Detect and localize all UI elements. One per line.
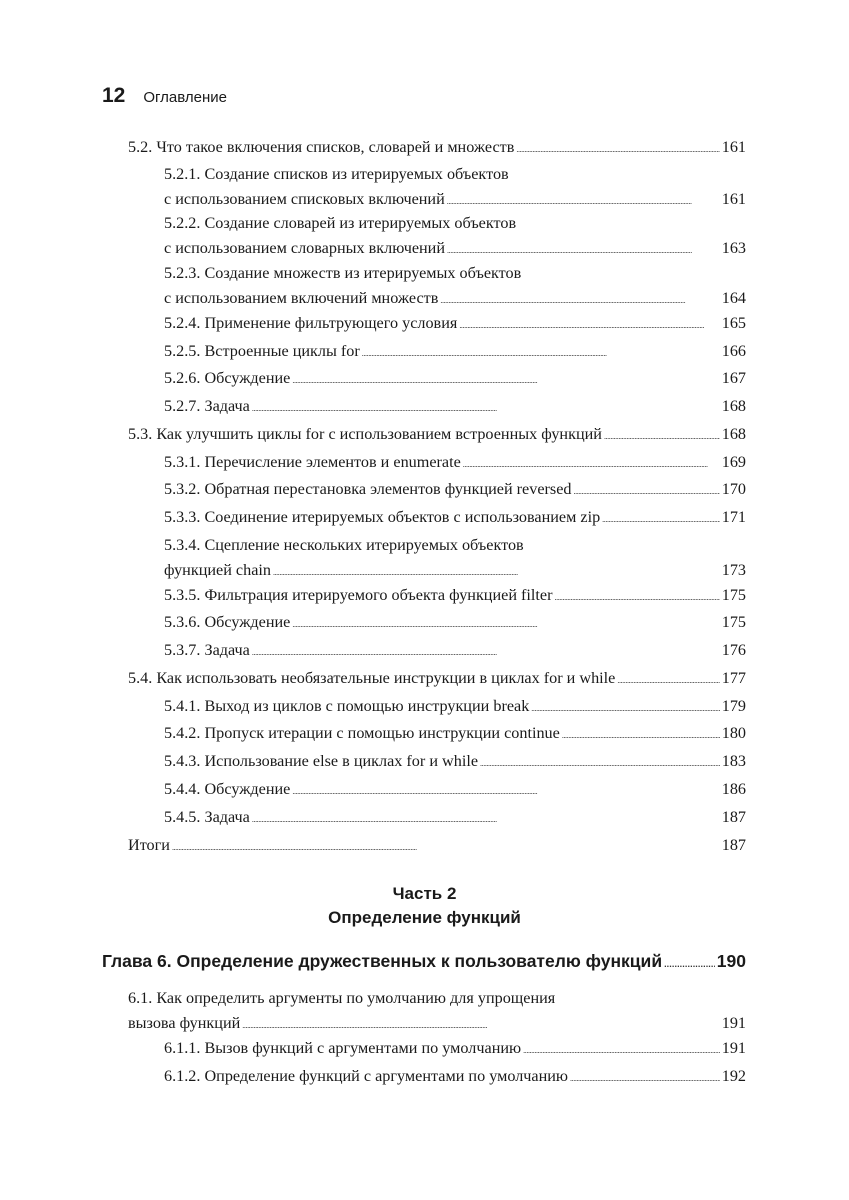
toc-entry[interactable] (164, 261, 746, 313)
toc-entry-title: 6.1.2. Определение функций с аргументами по умолчанию (164, 1067, 569, 1085)
leader-dots (574, 477, 720, 505)
toc-entry[interactable] (164, 533, 746, 585)
toc-chapter-heading[interactable] (102, 951, 746, 972)
toc-entry[interactable] (164, 694, 746, 722)
toc-entry[interactable] (164, 610, 746, 638)
toc-entry-title: функцией chain (164, 560, 271, 579)
leader-dots (362, 339, 720, 367)
part-title: Определение функций (328, 908, 521, 927)
leader-dots (252, 638, 720, 666)
toc-entry-page: 191 (721, 1039, 746, 1057)
leader-dots (252, 805, 720, 833)
page-header (102, 84, 227, 108)
toc-entry[interactable] (164, 583, 746, 611)
toc-entry-title: 5.3.2. Обратная перестановка элементов функцией reversed (164, 480, 572, 498)
toc-entry[interactable] (164, 394, 746, 422)
toc-entry-page: 175 (721, 613, 746, 631)
toc-entry-title: 5.2.6. Обсуждение (164, 369, 291, 387)
leader-dots (447, 236, 720, 264)
toc-entry-title: 5.4.5. Задача (164, 808, 250, 826)
toc-entry-title: 5.3.4. Сцепление нескольких итерируемых объектов (164, 536, 524, 554)
toc-entry-page: 186 (721, 780, 746, 798)
leader-dots (664, 951, 715, 972)
toc-entry-page: 168 (721, 397, 746, 415)
leader-dots (172, 833, 720, 861)
toc-entry-title: 5.2.4. Применение фильтрующего условия (164, 314, 458, 332)
toc-entry-title: 5.3.6. Обсуждение (164, 613, 291, 631)
leader-dots (617, 666, 719, 694)
leader-dots (292, 610, 719, 638)
toc-entry-page: 176 (721, 641, 746, 659)
leader-dots (273, 558, 720, 586)
part-label: Часть 2 (392, 884, 457, 903)
running-head: Оглавление (143, 89, 227, 106)
leader-dots (292, 777, 719, 805)
leader-dots (602, 505, 720, 533)
toc-entry[interactable] (128, 135, 746, 163)
toc-entry-title: 5.3.7. Задача (164, 641, 250, 659)
toc-entry-title: 5.2.1. Создание списков из итерируемых объектов (164, 165, 509, 183)
toc-entry[interactable] (164, 339, 746, 367)
toc-entry-title: 5.3.3. Соединение итерируемых объектов с использованием zip (164, 508, 601, 526)
toc-entry-title: вызова функций (128, 1013, 241, 1032)
leader-dots (523, 1036, 720, 1064)
toc-entry-page: 180 (721, 724, 746, 742)
toc-entry[interactable] (164, 505, 746, 533)
toc-entry-title: 6.1.1. Вызов функций с аргументами по умолчанию (164, 1039, 522, 1057)
toc-entry-page: 166 (721, 342, 746, 360)
toc-entry-title: 5.3.5. Фильтрация итерируемого объекта функцией filter (164, 586, 553, 604)
toc-entry-page: 187 (721, 808, 746, 826)
leader-dots (516, 135, 719, 163)
toc-entry-page: 169 (721, 453, 746, 471)
toc-entry[interactable] (164, 749, 746, 777)
toc-entry-title: с использованием списковых включений (164, 189, 445, 208)
toc-entry-page: 161 (721, 189, 746, 208)
toc-entry-page: 165 (721, 314, 746, 332)
leader-dots (242, 1011, 719, 1039)
toc-entry-title: 5.2.7. Задача (164, 397, 250, 415)
toc-entry-title: 5.3.1. Перечисление элементов и enumerate (164, 453, 461, 471)
toc-entry-page: 171 (721, 508, 746, 526)
toc-entry-title: 5.2. Что такое включения списков, словарей и множеств (128, 138, 515, 156)
toc-entry-title: 5.2.2. Создание словарей из итерируемых объектов (164, 214, 517, 232)
toc-entry[interactable] (128, 422, 746, 450)
toc-entry[interactable] (128, 833, 746, 861)
toc-entry-title: с использованием словарных включений (164, 238, 446, 257)
toc-entry[interactable] (164, 162, 746, 214)
toc-entry[interactable] (164, 777, 746, 805)
toc-entry[interactable] (128, 666, 746, 694)
leader-dots (292, 366, 719, 394)
toc-entry-title: 5.2.5. Встроенные циклы for (164, 342, 360, 360)
toc-entry-page: 192 (721, 1067, 746, 1085)
leader-dots (440, 286, 719, 314)
toc-entry-title: с использованием включений множеств (164, 288, 439, 307)
toc-entry-page: 179 (721, 697, 746, 715)
leader-dots (604, 422, 720, 450)
toc-entry[interactable] (164, 450, 746, 478)
toc-entry-title: 5.4.4. Обсуждение (164, 780, 291, 798)
toc-entry[interactable] (164, 477, 746, 505)
leader-dots (459, 311, 719, 339)
leader-dots (463, 450, 720, 478)
toc-entry-page: 191 (721, 1013, 746, 1032)
toc-entry-page: 187 (721, 836, 746, 854)
leader-dots (447, 187, 720, 215)
toc-entry-title: 5.2.3. Создание множеств из итерируемых объектов (164, 264, 522, 282)
leader-dots (570, 1064, 720, 1092)
toc-entry[interactable] (128, 986, 746, 1038)
toc-entry[interactable] (164, 311, 746, 339)
leader-dots (252, 394, 720, 422)
toc-entry-title: 6.1. Как определить аргументы по умолчанию для упрощения (128, 989, 556, 1007)
toc-entry-title: 5.4.3. Использование else в циклах for и while (164, 752, 479, 770)
toc-entry[interactable] (164, 721, 746, 749)
toc-entry-title: 5.3. Как улучшить циклы for с использованием встроенных функций (128, 425, 602, 443)
toc-entry-page: 183 (721, 752, 746, 770)
toc-entry[interactable] (164, 1036, 746, 1064)
toc-entry-page: 167 (721, 369, 746, 387)
leader-dots (555, 583, 720, 611)
toc-entry-title: 5.4.2. Пропуск итерации с помощью инструкции continue (164, 724, 560, 742)
toc-entry-page: 170 (721, 480, 746, 498)
toc-entry-page: 177 (721, 669, 746, 687)
toc-entry-page: 163 (721, 238, 746, 257)
chapter-page: 190 (716, 951, 746, 971)
toc-entry[interactable] (164, 211, 746, 263)
chapter-title: Глава 6. Определение дружественных к пользователю функций (102, 951, 663, 971)
leader-dots (562, 721, 720, 749)
leader-dots (480, 749, 720, 777)
toc-entry-page: 161 (721, 138, 746, 156)
toc-entry-title: 5.4. Как использовать необязательные инструкции в циклах for и while (128, 669, 616, 687)
toc-entry-title: Итоги (128, 836, 170, 854)
toc-entry-page: 164 (721, 288, 746, 307)
toc-entry[interactable] (164, 638, 746, 666)
toc-entry-page: 168 (721, 425, 746, 443)
toc-entry-title: 5.4.1. Выход из циклов с помощью инструкции break (164, 697, 530, 715)
page-number: 12 (102, 84, 126, 107)
toc-entry-page: 173 (721, 560, 746, 579)
toc-entry[interactable] (164, 805, 746, 833)
leader-dots (531, 694, 719, 722)
toc-entry[interactable] (164, 366, 746, 394)
toc-entry[interactable] (164, 1064, 746, 1092)
toc-entry-page: 175 (721, 586, 746, 604)
